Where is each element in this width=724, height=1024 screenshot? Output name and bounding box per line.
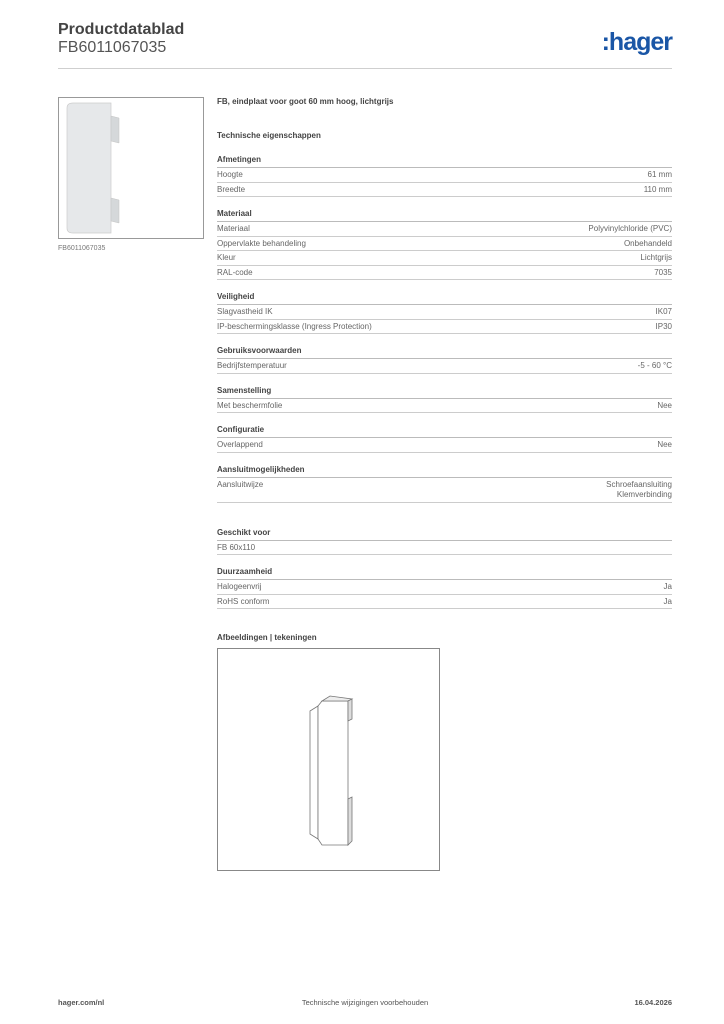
property-row xyxy=(217,183,672,198)
property-row xyxy=(217,595,672,610)
section-veiligheid xyxy=(217,291,672,334)
property-value: 110 mm xyxy=(643,184,672,194)
thumbnail-caption: FB6011067035 xyxy=(58,245,106,252)
product-drawing xyxy=(217,648,440,871)
property-label: Hoogte xyxy=(217,170,243,179)
properties-column xyxy=(217,97,672,642)
property-label: Breedte xyxy=(217,184,246,194)
section-duurzaamheid xyxy=(217,566,672,609)
section-heading: Materiaal xyxy=(217,208,672,222)
footer-date: 16.04.2026 xyxy=(634,998,672,1007)
property-label: Slagvastheid IK xyxy=(217,307,273,316)
hager-logo: :hager xyxy=(601,28,672,56)
property-value: Lichtgrijs xyxy=(640,253,672,262)
property-value: IP30 xyxy=(655,321,672,331)
property-value: Schroefaansluiting Klemverbinding xyxy=(606,479,672,499)
product-thumbnail xyxy=(58,97,204,239)
property-value: Nee xyxy=(657,440,672,449)
property-row xyxy=(217,320,672,335)
property-row xyxy=(217,168,672,183)
property-label: Oppervlakte behandeling xyxy=(217,238,306,248)
property-label: IP-beschermingsklasse (Ingress Protection) xyxy=(217,321,372,331)
section-configuratie xyxy=(217,424,672,453)
property-row xyxy=(217,237,672,252)
product-code: FB6011067035 xyxy=(58,39,167,56)
section-heading: Samenstelling xyxy=(217,385,672,399)
property-label: RAL-code xyxy=(217,267,253,277)
property-row xyxy=(217,399,672,414)
section-heading: Afmetingen xyxy=(217,154,672,168)
footer-disclaimer: Technische wijzigingen voorbehouden xyxy=(301,998,429,1007)
property-value: IK07 xyxy=(655,307,672,316)
property-value: Ja xyxy=(663,582,672,591)
property-value: Nee xyxy=(657,400,672,410)
section-heading: Veiligheid xyxy=(217,291,672,305)
property-label: Overlappend xyxy=(217,440,263,449)
page-title: Productdatablad xyxy=(58,21,185,38)
property-label: Met beschermfolie xyxy=(217,400,283,410)
section-heading: Duurzaamheid xyxy=(217,566,672,580)
section-materiaal xyxy=(217,208,672,280)
footer-website-link[interactable]: hager.com/nl xyxy=(58,998,105,1007)
property-label: Aansluitwijze xyxy=(217,479,264,489)
property-label: Kleur xyxy=(217,253,236,262)
property-label: Materiaal xyxy=(217,224,250,233)
section-heading: Aansluitmogelijkheden xyxy=(217,464,672,478)
property-row xyxy=(217,541,672,556)
property-row xyxy=(217,305,672,320)
property-row xyxy=(217,580,672,595)
property-row xyxy=(217,251,672,266)
product-description: FB, eindplaat voor goot 60 mm hoog, lichtgrijs xyxy=(217,97,394,106)
section-heading: Configuratie xyxy=(217,424,672,438)
section-heading: Geschikt voor xyxy=(217,527,672,541)
section-heading: Gebruiksvoorwaarden xyxy=(217,345,672,359)
property-label: Halogeenvrij xyxy=(217,582,262,591)
images-title: Afbeeldingen | tekeningen xyxy=(217,633,317,642)
section-gebruiksvoorwaarden xyxy=(217,345,672,374)
property-row xyxy=(217,222,672,237)
section-geschikt-voor xyxy=(217,527,672,556)
property-label: FB 60x110 xyxy=(217,542,256,552)
property-label: RoHS conform xyxy=(217,596,270,606)
property-row xyxy=(217,478,672,503)
section-aansluitmogelijkheden xyxy=(217,464,672,503)
header-divider xyxy=(58,68,672,69)
property-label: Bedrijfstemperatuur xyxy=(217,361,287,370)
tech-title: Technische eigenschappen xyxy=(217,131,321,140)
property-value: -5 - 60 °C xyxy=(637,361,672,370)
property-value: Polyvinylchloride (PVC) xyxy=(588,224,672,233)
property-row xyxy=(217,438,672,453)
property-value: Onbehandeld xyxy=(623,238,672,248)
property-value: Ja xyxy=(663,596,672,606)
property-row xyxy=(217,266,672,281)
property-row xyxy=(217,359,672,374)
property-sections xyxy=(217,154,672,609)
property-value: 61 mm xyxy=(647,170,672,179)
section-afmetingen xyxy=(217,154,672,197)
section-samenstelling xyxy=(217,385,672,414)
property-value: 7035 xyxy=(654,267,672,277)
